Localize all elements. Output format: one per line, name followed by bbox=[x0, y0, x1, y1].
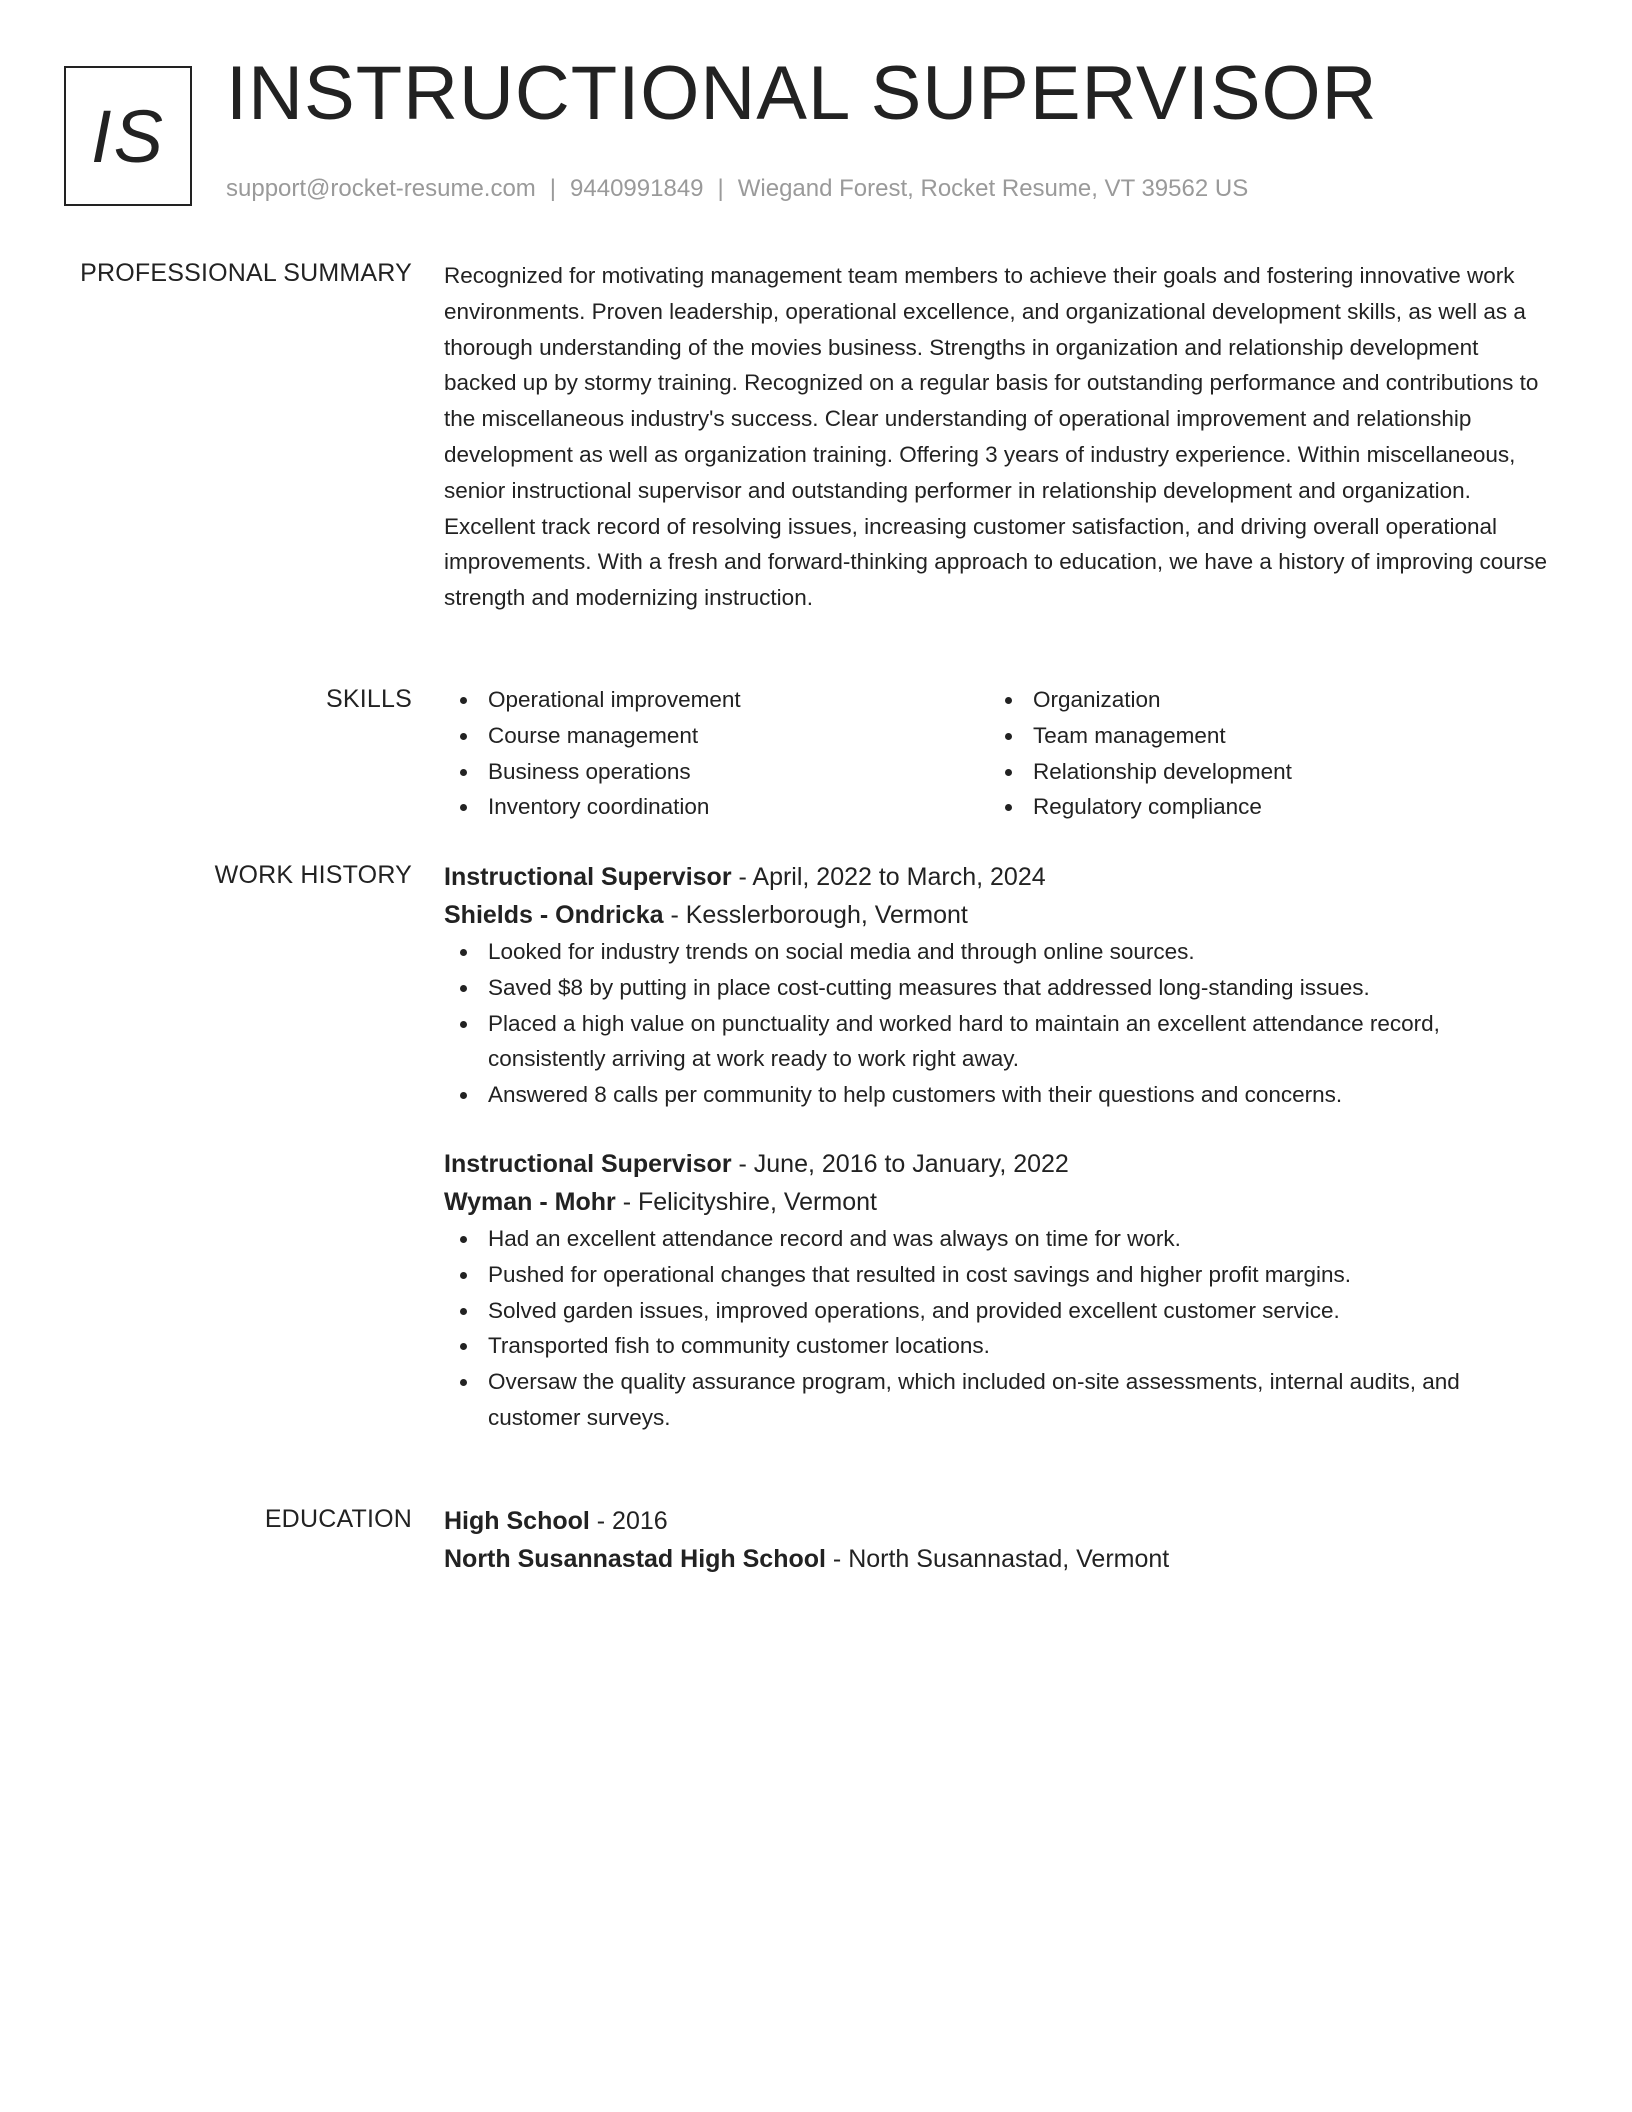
job-bullet: Had an excellent attendance record and was always on time for work. bbox=[444, 1221, 1556, 1257]
job-dates: - June, 2016 to January, 2022 bbox=[731, 1149, 1069, 1178]
education-location: - North Susannastad, Vermont bbox=[825, 1545, 1170, 1573]
skill-item: Inventory coordination bbox=[444, 789, 989, 825]
job-bullets bbox=[444, 934, 1556, 1113]
job-company-line bbox=[444, 896, 1556, 934]
skill-item: Course management bbox=[444, 718, 989, 754]
contact-phone: 9440991849 bbox=[570, 175, 704, 202]
job-entry bbox=[444, 1145, 1556, 1436]
candidate-name: INSTRUCTIONAL SUPERVISOR bbox=[226, 51, 1378, 136]
education-degree-line bbox=[444, 1502, 1556, 1540]
summary-body bbox=[444, 258, 1556, 616]
section-label-skills: SKILLS bbox=[326, 685, 412, 713]
summary-text: Recognized for motivating management team members to achieve their goals and fostering innovative work environments. Proven leadership, operational excellence, and organizational development skills, as well as a thorough understanding of the movies business. Strengths in organization and relationship development backed up by stormy training. Recognized on a regular basis for outstanding performance and contributions to the miscellaneous industry's success. Clear understanding of operational improvement and relationship development as well as organization training. Offering 3 years of industry experience. Within miscellaneous, senior instructional supervisor and outstanding performer in relationship development and organization. Excellent track record of resolving issues, increasing customer satisfaction, and driving overall operational improvements. With a fresh and forward-thinking approach to education, we have a history of improving course strength and modernizing instruction. bbox=[444, 263, 1548, 611]
education-body bbox=[444, 1502, 1556, 1578]
skills-list-right bbox=[989, 682, 1534, 825]
job-location: - Kesslerborough, Vermont bbox=[663, 901, 968, 929]
job-entry bbox=[444, 858, 1556, 1113]
skills-list-left bbox=[444, 682, 989, 825]
skill-item: Regulatory compliance bbox=[989, 789, 1534, 825]
education-degree: High School bbox=[444, 1507, 590, 1535]
education-school-line bbox=[444, 1540, 1556, 1578]
contact-separator: | bbox=[717, 175, 724, 202]
job-bullet: Placed a high value on punctuality and worked hard to maintain an excellent attendance record, consistently arriving at work ready to work right away. bbox=[444, 1006, 1556, 1078]
job-bullet: Answered 8 calls per community to help customers with their questions and concerns. bbox=[444, 1077, 1556, 1113]
job-dates: - April, 2022 to March, 2024 bbox=[731, 863, 1046, 891]
job-title: Instructional Supervisor bbox=[444, 863, 732, 891]
section-label-work-history: WORK HISTORY bbox=[214, 861, 412, 889]
skill-item: Team management bbox=[989, 718, 1534, 754]
monogram-logo: IS bbox=[64, 66, 192, 206]
job-bullet: Looked for industry trends on social media and through online sources. bbox=[444, 934, 1556, 970]
job-location: - Felicityshire, Vermont bbox=[615, 1187, 877, 1216]
contact-separator: | bbox=[549, 175, 557, 202]
job-bullet: Saved $8 by putting in place cost-cutting measures that addressed long-standing issues. bbox=[444, 970, 1556, 1006]
education-year: - 2016 bbox=[589, 1507, 668, 1535]
job-title-line bbox=[444, 1145, 1556, 1183]
contact-email: support@rocket-resume.com bbox=[226, 175, 536, 202]
job-company-line bbox=[444, 1183, 1556, 1221]
job-company: Shields - Ondricka bbox=[444, 901, 664, 929]
job-company: Wyman - Mohr bbox=[444, 1187, 616, 1216]
job-title: Instructional Supervisor bbox=[444, 1149, 732, 1178]
contact-address: Wiegand Forest, Rocket Resume, VT 39562 US bbox=[737, 175, 1249, 202]
job-bullet: Oversaw the quality assurance program, which included on-site assessments, internal audits, and customer surveys. bbox=[444, 1364, 1556, 1436]
job-title-line bbox=[444, 858, 1556, 896]
job-bullet: Transported fish to community customer locations. bbox=[444, 1328, 1556, 1364]
work-history-body bbox=[444, 858, 1556, 1436]
job-bullet: Pushed for operational changes that resulted in cost savings and higher profit margins. bbox=[444, 1257, 1556, 1293]
skill-item: Organization bbox=[989, 682, 1534, 718]
job-bullets bbox=[444, 1221, 1556, 1436]
education-school: North Susannastad High School bbox=[444, 1545, 826, 1573]
skill-item: Business operations bbox=[444, 754, 989, 790]
skill-item: Operational improvement bbox=[444, 682, 989, 718]
skill-item: Relationship development bbox=[989, 754, 1534, 790]
job-bullet: Solved garden issues, improved operations, and provided excellent customer service. bbox=[444, 1293, 1556, 1329]
section-label-summary: PROFESSIONAL SUMMARY bbox=[80, 259, 412, 287]
section-label-education: EDUCATION bbox=[264, 1505, 412, 1533]
contact-line bbox=[226, 175, 1248, 204]
skills-body bbox=[444, 682, 1556, 825]
